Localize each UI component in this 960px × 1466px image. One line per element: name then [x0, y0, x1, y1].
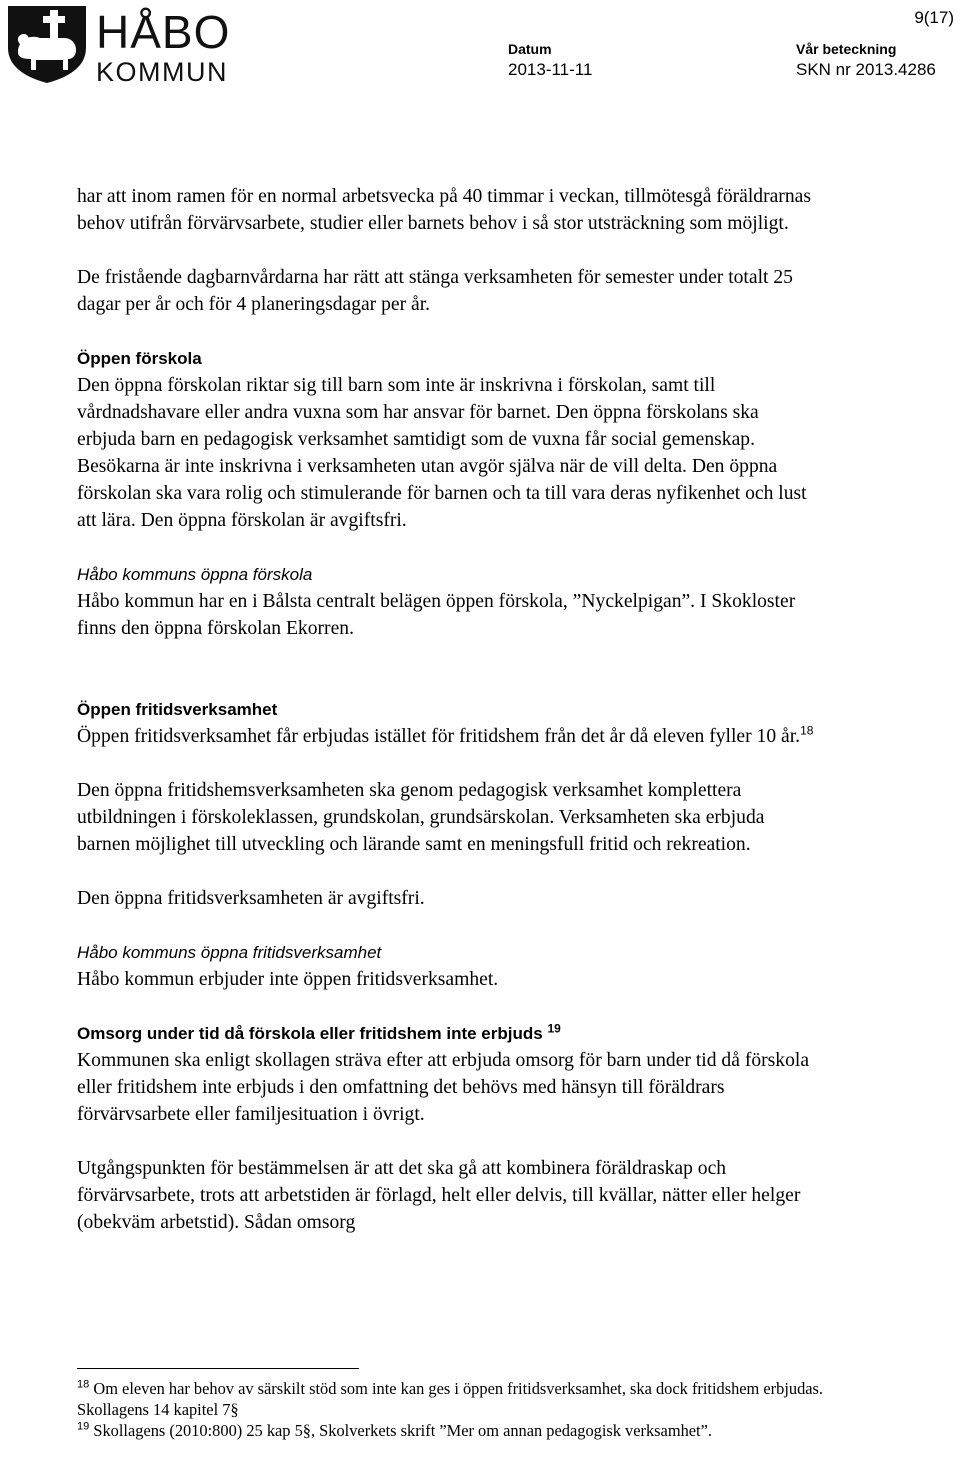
paragraph-open-leisure-text: Öppen fritidsverksamhet får erbjudas istället för fritidshem från det år då eleven fyller 10 år.: [77, 726, 801, 747]
paragraph-open-leisure: [77, 723, 817, 750]
paragraph-care-outside-hours: Kommunen ska enligt skollagen sträva efter att erbjuda omsorg för barn under tid då förskola eller fritidshem inte erbjuds i den omfattning det behövs med hänsyn till föräldrars förvärvsarbete eller familjesituation i övrigt.: [77, 1050, 810, 1125]
footnote-18-number: 18: [77, 1378, 90, 1391]
heading-care-outside-hours: [77, 1020, 817, 1047]
brand-subtitle: KOMMUN: [96, 57, 228, 87]
footnote-18-text: Om eleven har behov av särskilt stöd som inte kan ges i öppen fritidsverksamhet, ska dock fritidshem erbjudas. Skollagens 14 kapitel 7§: [77, 1379, 824, 1419]
paragraph-open-preschool: Den öppna förskolan riktar sig till barn som inte är inskrivna i förskolan, samt till vårdnadshavare eller andra vuxna som har ansvar för barnet. Den öppna förskolans ska erbjuda barn en pedagogisk verksamhet samtidigt som de vuxna får social gemenskap. Besökarna är inte inskrivna i verksamheten utan avgör själva när de vill delta. Den öppna förskolan ska vara rolig och stimulerande för barnen och ta till vara deras nyfikenhet och lust att lära. Den öppna förskolan är avgiftsfri.: [77, 375, 807, 531]
heading-open-leisure: Öppen fritidsverksamhet: [77, 700, 278, 719]
paragraph-working-hours: har att inom ramen för en normal arbetsvecka på 40 timmar i veckan, tillmötesgå föräldrarnas behov utifrån förvärvsarbete, studier eller barnets behov i så stor utsträckning som möjligt.: [77, 186, 811, 234]
reference-block: [796, 40, 936, 82]
footnotes: [77, 1378, 837, 1441]
heading-care-outside-hours-text: Omsorg under tid då förskola eller fritidshem inte erbjuds: [77, 1024, 543, 1043]
footnote-19-text: Skollagens (2010:800) 25 kap 5§, Skolverkets skrift ”Mer om annan pedagogisk verksamhet”.: [93, 1421, 712, 1440]
paragraph-starting-point: Utgångspunkten för bestämmelsen är att det ska gå att kombinera föräldraskap och förvärvsarbete, trots att arbetstiden är förlagd, helt eller delvis, till kvällar, nätter eller helger (obekväm arbetstid). Sådan omsorg: [77, 1158, 801, 1233]
footnote-19-number: 19: [77, 1420, 90, 1433]
brand-name: HÅBO: [96, 6, 231, 58]
reference-label: Vår beteckning: [796, 41, 897, 57]
page-number: 9(17): [914, 8, 954, 27]
paragraph-habo-open-leisure: Håbo kommun erbjuder inte öppen fritidsverksamhet.: [77, 969, 499, 990]
reference-value: SKN nr 2013.4286: [796, 60, 936, 79]
paragraph-habo-open-preschool: Håbo kommun har en i Bålsta centralt belägen öppen förskola, ”Nyckelpigan”. I Skokloster finns den öppna förskolan Ekorren.: [77, 591, 796, 639]
document-body: [77, 183, 817, 1236]
date-block: [508, 40, 592, 82]
brand-wordmark: [96, 8, 230, 86]
paragraph-leisure-free: Den öppna fritidsverksamheten är avgiftsfri.: [77, 888, 425, 909]
ram-with-cross-logo-icon: [6, 4, 88, 84]
date-value: 2013-11-11: [508, 60, 593, 79]
footnote-divider: [77, 1368, 359, 1369]
subheading-habo-open-leisure: Håbo kommuns öppna fritidsverksamhet: [77, 943, 382, 962]
subheading-habo-open-preschool: Håbo kommuns öppna förskola: [77, 565, 313, 584]
footnote-19: [77, 1420, 837, 1441]
date-label: Datum: [508, 41, 552, 57]
paragraph-closing-days: De fristående dagbarnvårdarna har rätt att stänga verksamheten för semester under totalt 25 dagar per år och för 4 planeringsdagar per år.: [77, 267, 793, 315]
paragraph-leisure-goals: Den öppna fritidshemsverksamheten ska genom pedagogisk verksamhet komplettera utbildningen i förskoleklassen, grundskolan, grundsärskolan. Verksamheten ska erbjuda barnen möjlighet till utveckling och lärande samt en meningsfull fritid och rekreation.: [77, 780, 765, 855]
footnote-18: [77, 1378, 837, 1420]
heading-open-preschool: Öppen förskola: [77, 349, 202, 368]
footnote-ref-18[interactable]: 18: [800, 723, 814, 738]
footnote-ref-19[interactable]: 19: [547, 1021, 561, 1036]
